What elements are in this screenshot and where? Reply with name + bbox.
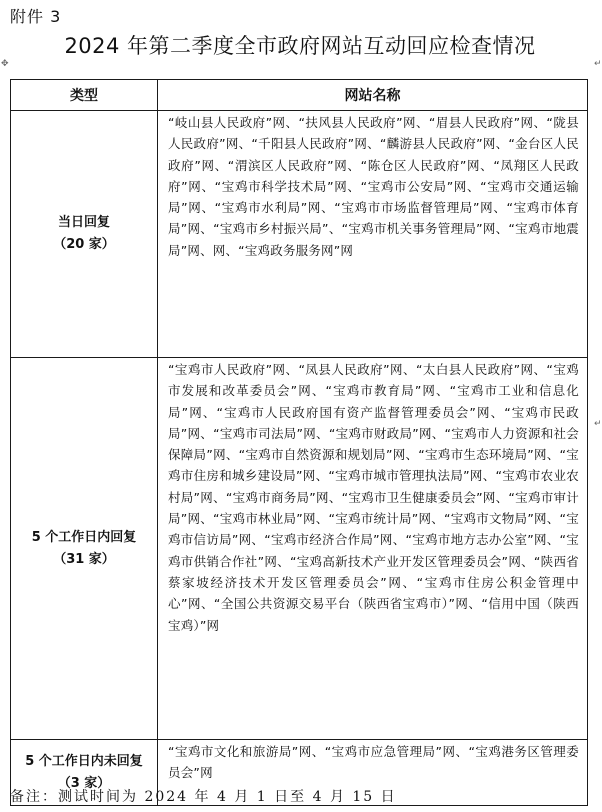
row-type	[11, 111, 158, 358]
footnote: 备注：测试时间为 2024 年 4 月 1 日至 4 月 15 日	[10, 789, 397, 805]
header-site-name: 网站名称	[158, 80, 588, 111]
page-title: 2024 年第二季度全市政府网站互动回应检查情况	[64, 34, 536, 58]
type-label: 5 个工作日内未回复	[25, 753, 143, 769]
header-type: 类型	[11, 80, 158, 111]
type-label: 当日回复	[57, 215, 110, 230]
cell-marker-icon: ↵	[594, 59, 602, 69]
table-anchor-icon: ✥	[1, 59, 9, 69]
table-header-row	[11, 80, 588, 111]
row-type	[11, 358, 158, 740]
annex-label: 附件 3	[10, 7, 62, 26]
site-list: “岐山县人民政府”网、“扶风县人民政府”网、“眉县人民政府”网、“陇县人民政府”网、“千阳县人民政府”网、“麟游县人民政府”网、“金台区人民政府”网、“渭滨区人民政府”网、“陈仓区人民政府”网、“凤翔区人民政府”网、“宝鸡市科学技术局”网、“宝鸡市公安局”网、“宝鸡市交通运输局”网、“宝鸡市水利局”网、“宝鸡市市场监督管理局”网、“宝鸡市体育局”网、“宝鸡市乡村振兴局”、“宝鸡市机关事务管理局”网、“宝鸡市地震局”网、网、“宝鸡政务服务网”网	[158, 111, 588, 358]
type-count: （3 家）	[57, 775, 111, 791]
type-label: 5 个工作日内回复	[31, 529, 137, 545]
cell-marker-icon: ↵	[594, 419, 602, 429]
site-list: “宝鸡市文化和旅游局”网、“宝鸡市应急管理局”网、“宝鸡港务区管理委员会”网	[158, 740, 588, 806]
type-count: （31 家）	[53, 551, 115, 567]
type-count: （20 家）	[53, 237, 115, 252]
table-row	[11, 111, 588, 358]
site-list: “宝鸡市人民政府”网、“凤县人民政府”网、“太白县人民政府”网、“宝鸡市发展和改革委员会”网、“宝鸡市教育局”网、“宝鸡市工业和信息化局”网、“宝鸡市人民政府国有资产监督管理委员会”网、“宝鸡市民政局”网、“宝鸡市司法局”网、“宝鸡市财政局”网、“宝鸡市人力资源和社会保障局”网、“宝鸡市自然资源和规划局”网、“宝鸡市生态环境局”网、“宝鸡市住房和城乡建设局”网、“宝鸡市城市管理执法局”网、“宝鸡市农业农村局”网、“宝鸡市商务局”网、“宝鸡市卫生健康委员会”网、“宝鸡市审计局”网、“宝鸡市林业局”网、“宝鸡市统计局”网、“宝鸡市文物局”网、“宝鸡市信访局”网、“宝鸡市经济合作局”网、“宝鸡市地方志办公室”网、“宝鸡市供销合作社”网、“宝鸡高新技术产业开发区管理委员会”网、“陕西省蔡家坡经济技术开发区管理委员会”网、“宝鸡市住房公积金管理中心”网、“全国公共资源交易平台（陕西省宝鸡市）”网、“信用中国（陕西宝鸡）”网	[158, 358, 588, 740]
table-row	[11, 358, 588, 740]
inspection-table	[10, 79, 588, 806]
